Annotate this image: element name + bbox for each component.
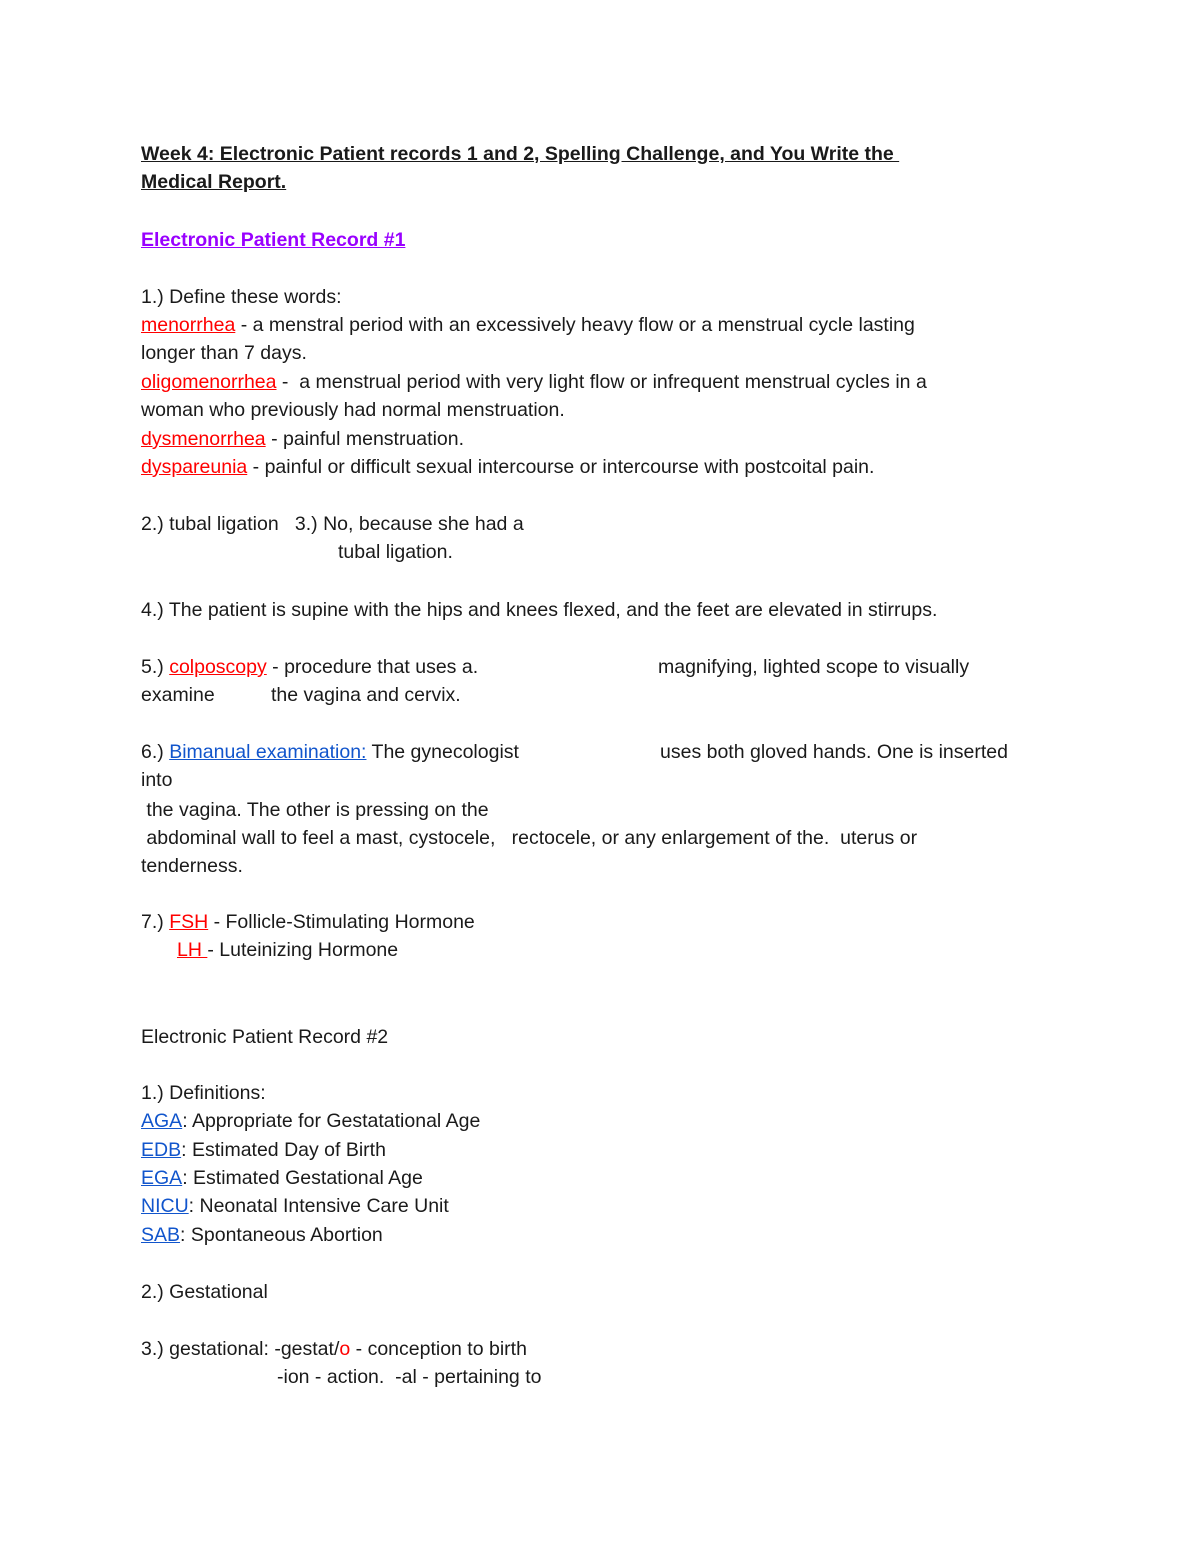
record1-q1-intro: 1.) Define these words:: [141, 286, 342, 308]
record1-q5-line1: [141, 653, 478, 681]
term-definition-continued: longer than 7 days.: [141, 342, 307, 364]
term-row-menorrhea: [141, 311, 915, 339]
term-row-oligomenorrhea: [141, 368, 927, 396]
abbr-row: [141, 1221, 383, 1249]
q3-combining-vowel: o: [339, 1338, 351, 1360]
q7-definition: - Luteinizing Hormone: [207, 939, 399, 961]
term-definition: - a menstral period with an excessively heavy flow or a menstrual cycle lasting: [235, 314, 915, 336]
term-row-dysmenorrhea: [141, 425, 464, 453]
record1-q7-line1: [141, 908, 475, 936]
term-definition: - a menstrual period with very light flow or infrequent menstrual cycles in a: [276, 371, 927, 393]
q3-text-rest: - conception to birth: [350, 1338, 527, 1360]
term-link[interactable]: LH: [177, 939, 208, 961]
record1-q6-line1-right: uses both gloved hands. One is inserted: [660, 741, 1008, 763]
term-link[interactable]: colposcopy: [169, 656, 267, 678]
record1-q7-line2: [177, 936, 398, 964]
abbr-row: [141, 1164, 423, 1192]
q6-number: 6.): [141, 741, 170, 763]
term-link[interactable]: dyspareunia: [141, 456, 248, 478]
q5-number: 5.): [141, 656, 170, 678]
document-title-line1: Week 4: Electronic Patient records 1 and 2, Spelling Challenge, and You Write the: [141, 143, 900, 165]
record1-q5-line2b: the vagina and cervix.: [271, 684, 461, 706]
abbr-row: [141, 1192, 449, 1220]
record1-q6-line4: abdominal wall to feel a mast, cystocele, rectocele, or any enlargement of the. uterus or: [141, 827, 918, 849]
q3-text: 3.) gestational: -gestat/: [141, 1338, 340, 1360]
term-link[interactable]: menorrhea: [141, 314, 236, 336]
record2-heading: Electronic Patient Record #2: [141, 1026, 389, 1048]
record2-q2: 2.) Gestational: [141, 1281, 268, 1303]
q6-text: The gynecologist: [366, 741, 519, 763]
record2-q1-intro: 1.) Definitions:: [141, 1082, 266, 1104]
abbr-row: [141, 1136, 386, 1164]
record1-q5-line2a: examine: [141, 684, 215, 706]
term-link[interactable]: dysmenorrhea: [141, 428, 266, 450]
term-definition: - painful or difficult sexual intercourse or intercourse with postcoital pain.: [247, 456, 875, 478]
term-definition-continued: woman who previously had normal menstruation.: [141, 399, 565, 421]
record1-q2-q3: 2.) tubal ligation 3.) No, because she had a: [141, 513, 524, 535]
record1-q6-line2: into: [141, 769, 173, 791]
record2-q3-line2: -ion - action. -al - pertaining to: [277, 1366, 542, 1388]
q7-definition: - Follicle-Stimulating Hormone: [208, 911, 475, 933]
record1-q6-line3: the vagina. The other is pressing on the: [141, 799, 489, 821]
term-row-dyspareunia: [141, 453, 874, 481]
abbr-definition: : Spontaneous Abortion: [180, 1224, 383, 1246]
abbr-link[interactable]: EDB: [141, 1139, 182, 1161]
record2-q3-line1: [141, 1335, 527, 1363]
record1-heading[interactable]: Electronic Patient Record #1: [141, 229, 406, 251]
abbr-definition: : Estimated Day of Birth: [181, 1139, 386, 1161]
q5-text: - procedure that uses a.: [266, 656, 479, 678]
q7-number: 7.): [141, 911, 170, 933]
abbr-link[interactable]: AGA: [141, 1110, 183, 1132]
record1-q4: 4.) The patient is supine with the hips and knees flexed, and the feet are elevated in stirrups.: [141, 599, 938, 621]
abbr-definition: : Neonatal Intensive Care Unit: [188, 1195, 449, 1217]
term-link[interactable]: FSH: [169, 911, 209, 933]
abbr-definition: : Appropriate for Gestatational Age: [182, 1110, 481, 1132]
term-link[interactable]: Bimanual examination:: [169, 741, 367, 763]
record1-q5-line1-right: magnifying, lighted scope to visually: [658, 656, 970, 678]
abbr-row: [141, 1107, 480, 1135]
abbr-definition: : Estimated Gestational Age: [182, 1167, 423, 1189]
record1-q3-continued: tubal ligation.: [338, 541, 453, 563]
record1-q6-line5: tenderness.: [141, 855, 243, 877]
term-link[interactable]: oligomenorrhea: [141, 371, 277, 393]
term-definition: - painful menstruation.: [265, 428, 465, 450]
document-title-line2: Medical Report.: [141, 171, 287, 193]
abbr-link[interactable]: EGA: [141, 1167, 183, 1189]
abbr-link[interactable]: NICU: [141, 1195, 189, 1217]
record1-q6-line1: [141, 738, 519, 766]
abbr-link[interactable]: SAB: [141, 1224, 181, 1246]
